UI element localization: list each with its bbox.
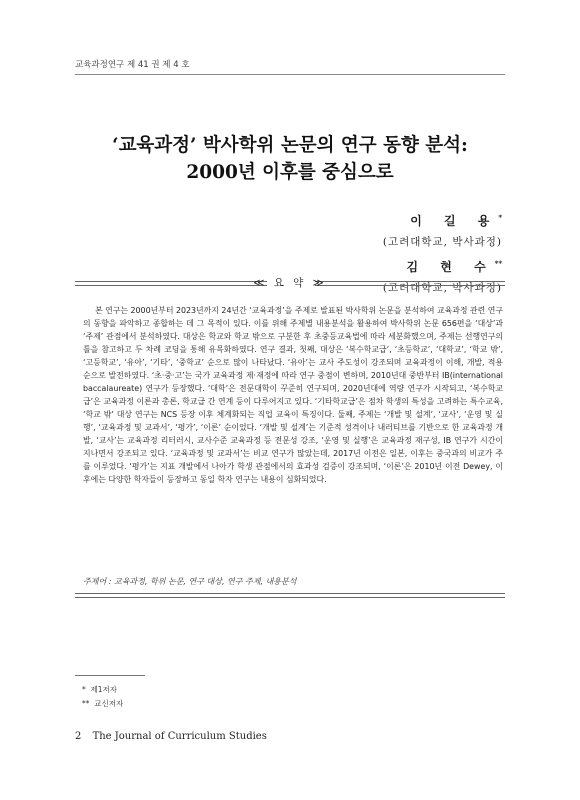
title-line-2: 2000년 이후를 중심으로 — [186, 162, 394, 183]
paper-title — [60, 132, 520, 186]
header-rule — [75, 74, 505, 75]
keywords: 주제어 : 교육과정, 학위 논문, 연구 대상, 연구 주제, 내용분석 — [83, 577, 297, 586]
abstract-text: 본 연구는 2000년부터 2023년까지 24년간 ‘교육과정’을 주제로 발표된 박사학위 논문을 분석하여 교육과정 관련 연구의 동향을 파악하고 종합하는 데 그 목적이 있다. 이를 위해 주제별 내용분석을 활용하여 박사학위 논문 656편을 ‘대상’과 ‘주제’ 관점에서 분석하였다. 대상은 학교와 학교 밖으로 구분한 후 초중등교육법에 따라 세분화했으며, 주제는 선행연구의 틀을 참고하고 두 차례 코딩을 통해 유목화하였다. 연구 결과, 첫째, 대상은 ‘복수학교급’, ‘초등학교’, ‘대학교’, ‘학교 밖’, ‘고등학교’, ‘유아’, ‘기타’, ‘중학교’ 순으로 많이 나타났다. ‘유아’는 교사 주도성이 강조되며 교육과정이 이해, 개발, 적용 순으로 발전하였다. ‘초·중·고’는 국가 교육과정 제·재정에 따라 연구 중점이 변하며, 2010년대 중반부터 IB(international baccalaureate) 연구가 등장했다. ‘대학’은 전문대학이 꾸준히 연구되며, 2020년대에 역량 연구가 시작되고, ‘복수학교급’은 교육과정 이론과 총론, 학교급 간 연계 등이 다루어지고 있다. ‘기타학교급’은 점차 학생의 특성을 고려하는 특수교육, ‘학교 밖’ 대상 연구는 NCS 등장 이후 체계화되는 직업 교육이 특징이다. 둘째, 주제는 ‘개발 및 설계’, ‘교사’, ‘운영 및 실행’, ‘교육과정 및 교과서’, ‘평가’, ‘이론’ 순이었다. ‘개발 및 설계’는 기준적 성격이나 내러티브를 기반으로 한 교육과정 개발, ‘교사’는 교육과정 리터러시, 교사수준 교육과정 등 전문성 강조, ‘운영 및 실행’은 교육과정 재구성, IB 연구가 시간이 지나면서 강조되고 있다. ‘교육과정 및 교과서’는 비교 연구가 많았는데, 2017년 이전은 일본, 이후는 중국과의 비교가 주를 이루었다. ‘평가’는 지표 개발에서 나아가 학생 관점에서의 효과성 검증이 강조되며, ‘이론’은 2010년 이전 Dewey, 이후에는 다양한 학자들이 등장하고 동일 학자 연구는 내용이 심화되었다. — [83, 306, 503, 484]
author-name: 이 길 용* — [410, 213, 502, 228]
journal-name: The Journal of Curriculum Studies — [92, 731, 267, 742]
title-line-1: ‘교육과정’ 박사학위 논문의 연구 동향 분석: — [112, 135, 468, 156]
author-name: 김 현 수** — [406, 259, 502, 274]
running-head: 교육과정연구 제 41 권 제 4 호 — [75, 60, 190, 70]
abstract-heading-bar — [75, 275, 505, 289]
abstract-heading: ≪ 요 약 ≫ — [253, 277, 327, 289]
footnote-rule — [75, 675, 145, 676]
page-number: 2 — [75, 731, 82, 742]
footnotes — [82, 683, 123, 711]
author-affiliation: (고려대학교, 박사과정) — [382, 236, 502, 248]
abstract-bottom-rule — [75, 593, 505, 598]
author-affiliation: (고려대학교, 박사과정) — [382, 282, 502, 294]
page-footer — [75, 731, 267, 742]
footnote: ** 교신저자 — [82, 699, 124, 708]
author-1 — [383, 212, 502, 249]
footnote: * 제1저자 — [82, 685, 118, 694]
